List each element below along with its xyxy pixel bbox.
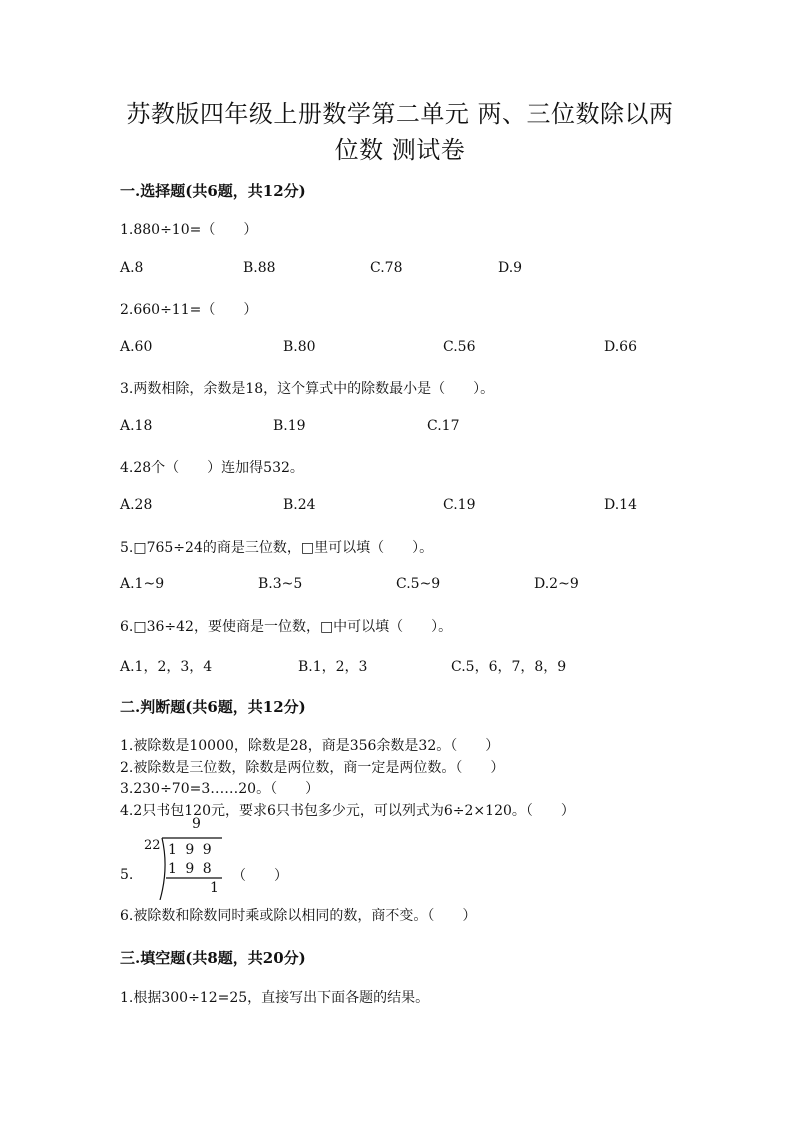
- option-1-1-d: D.9: [498, 260, 523, 276]
- judge-item-1: 1.被除数是10000，除数是28，商是356余数是32。（ ）: [120, 738, 500, 754]
- ld-bracket: [160, 838, 165, 900]
- ld-dividend: 1 9 9: [168, 842, 214, 858]
- option-1-6-a: A.1，2，3，4: [120, 659, 213, 675]
- judge-item-3: 3.230÷70=3……20。（ ）: [120, 781, 320, 797]
- option-1-2-a: A.60: [120, 339, 153, 355]
- option-1-6-c: C.5，6，7，8，9: [451, 659, 567, 675]
- judge-item-5: 5.: [120, 867, 134, 883]
- option-1-1-c: C.78: [370, 260, 403, 276]
- option-1-4-b: B.24: [283, 497, 316, 513]
- question-1-1: 1.880÷10=（ ）: [120, 222, 258, 238]
- judge-item-6: 6.被除数和除数同时乘或除以相同的数，商不变。（ ）: [120, 908, 477, 924]
- question-1-6: 6.□36÷42，要使商是一位数，□中可以填（ ）。: [120, 619, 453, 635]
- judge-item-5-blank: （ ）: [232, 868, 288, 884]
- option-1-4-d: D.14: [604, 497, 637, 513]
- ld-bracket-lines: [142, 818, 224, 900]
- option-1-1-b: B.88: [243, 260, 276, 276]
- option-1-2-b: B.80: [283, 339, 316, 355]
- option-1-4-a: A.28: [120, 497, 153, 513]
- option-1-5-b: B.3~5: [258, 576, 303, 592]
- option-1-3-c: C.17: [427, 418, 460, 434]
- title-line-2: 位数 测试卷: [334, 136, 466, 164]
- option-1-5-c: C.5~9: [396, 576, 441, 592]
- ld-quotient: 9: [192, 816, 201, 832]
- option-1-4-c: C.19: [443, 497, 476, 513]
- judge-item-4: 4.2只书包120元，要求6只书包多少元，可以列式为6÷2×120。（ ）: [120, 803, 575, 819]
- section-heading-fill: 三.填空题(共8题，共20分): [120, 949, 306, 967]
- ld-product: 1 9 8: [168, 861, 214, 877]
- page-title: [100, 96, 700, 168]
- option-1-1-a: A.8: [120, 260, 144, 276]
- option-1-5-a: A.1~9: [120, 576, 165, 592]
- judge-item-2: 2.被除数是三位数，除数是两位数，商一定是两位数。（ ）: [120, 760, 505, 776]
- section-heading-judge: 二.判断题(共6题，共12分): [120, 698, 306, 716]
- title-line-1: 苏教版四年级上册数学第二单元 两、三位数除以两: [126, 100, 674, 128]
- option-1-5-d: D.2~9: [534, 576, 579, 592]
- option-1-3-a: A.18: [120, 418, 153, 434]
- question-1-2: 2.660÷11=（ ）: [120, 302, 258, 318]
- option-1-3-b: B.19: [273, 418, 306, 434]
- ld-remainder: 1: [210, 880, 219, 896]
- ld-divisor: 22: [144, 838, 161, 853]
- fill-item-1: 1.根据300÷12=25，直接写出下面各题的结果。: [120, 990, 430, 1006]
- option-1-2-c: C.56: [443, 339, 476, 355]
- option-1-2-d: D.66: [604, 339, 637, 355]
- long-division-figure: [142, 818, 224, 900]
- option-1-6-b: B.1，2，3: [298, 659, 368, 675]
- question-1-5: 5.□765÷24的商是三位数，□里可以填（ ）。: [120, 540, 434, 556]
- question-1-4: 4.28个（ ）连加得532。: [120, 460, 304, 476]
- question-1-3: 3.两数相除，余数是18，这个算式中的除数最小是（ ）。: [120, 381, 495, 397]
- section-heading-choice: 一.选择题(共6题，共12分): [120, 182, 306, 200]
